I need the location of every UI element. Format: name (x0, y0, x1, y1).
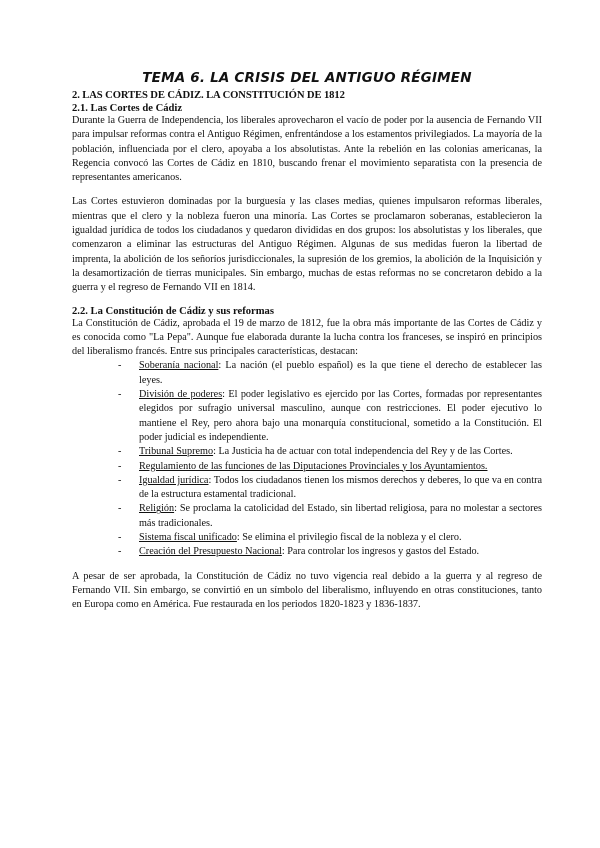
list-dash: - (118, 532, 122, 544)
list-dash: - (118, 460, 122, 472)
feature-text: : La nación (el pueblo español) es la que tiene el derecho de establecer las leyes. (139, 360, 542, 386)
paragraph-constitucion-intro: La Constitución de Cádiz, aprobada el 19 de marzo de 1812, fue la obra más importante de las Cortes de Cádiz y es conocida como "La Pepa". Aunque fue elaborada durante la lucha contra los franceses, se inspiró en principios del liberalismo francés. Entre sus principales características, destacan: (72, 317, 542, 358)
list-dash: - (118, 446, 122, 458)
paragraph-cortes-2: Las Cortes estuvieron dominadas por la burguesía y las clases medias, quienes impulsaron reformas liberales, mientras que el clero y la nobleza fueron una minoría. Las Cortes se proclamaron soberanas, establecieron la igualdad jurídica de todos los ciudadanos y quedaron divididas en dos grupos: los absolutistas y los liberales, que comenzaron a eliminar las estructuras del Antiguo Régimen. Algunas de sus medidas fueron la libertad de imprenta, la abolición de los señoríos jurisdiccionales, la supresión de los gremios, la abolición de la Inquisición y la desamortización de tierras municipales. Sin embargo, muchas de estas reformas no se concretaron debido a la guerra y el regreso de Fernando VII en 1814. (72, 196, 542, 294)
section-heading: 2. LAS CORTES DE CÁDIZ. LA CONSTITUCIÓN DE 1812 (72, 90, 345, 101)
paragraph-constitucion-closing: A pesar de ser aprobada, la Constitución de Cádiz no tuvo vigencia real debido a la guerra y al regreso de Fernando VII. Sin embargo, se convirtió en un símbolo del liberalismo, influyendo en otras constituciones, tanto en Europa como en América. Fue restaurada en los periodos 1820-1823 y 1836-1837. (72, 570, 542, 611)
list-item (118, 474, 542, 503)
list-item (118, 460, 542, 474)
feature-term: Sistema fiscal unificado (139, 532, 237, 544)
features-list (72, 359, 542, 559)
list-item (118, 545, 542, 559)
feature-term: División de poderes (139, 389, 223, 401)
list-item (118, 531, 542, 545)
list-item (118, 502, 542, 531)
subsection-heading-constitucion: 2.2. La Constitución de Cádiz y sus reformas (72, 305, 274, 317)
feature-term: Creación del Presupuesto Nacional (139, 546, 282, 558)
paragraph-gap (72, 185, 542, 195)
list-item (118, 388, 542, 445)
feature-text: : Para controlar los ingresos y gastos del Estado. (281, 546, 480, 558)
list-dash: - (118, 474, 122, 486)
feature-term: Igualdad jurídica (139, 474, 209, 486)
list-dash: - (118, 503, 122, 515)
feature-text: : Se elimina el privilegio fiscal de la nobleza y el clero. (236, 532, 462, 544)
feature-text: : La Justicia ha de actuar con total independencia del Rey y de las Cortes. (213, 446, 513, 458)
feature-term: Religión (139, 503, 175, 515)
list-dash: - (118, 360, 122, 372)
list-item (118, 359, 542, 388)
list-dash: - (118, 389, 122, 401)
list-item (118, 445, 542, 459)
paragraph-gap (72, 560, 542, 570)
feature-term: Soberanía nacional (139, 360, 219, 372)
feature-text: : Todos los ciudadanos tienen los mismos derechos y deberes, lo que va en contra de la estructura estamental tradicional. (139, 474, 542, 501)
feature-text: : El poder legislativo es ejercido por las Cortes, formadas por representantes elegidos por sufragio universal masculino, aunque con restricciones. El poder ejecutivo lo mantiene el Rey, pero ahora bajo una monarquía constitucional, sometido a la Constitución. El poder judicial es independiente. (139, 389, 542, 443)
list-dash: - (118, 546, 122, 558)
document-title: TEMA 6. LA CRISIS DEL ANTIGUO RÉGIMEN (142, 70, 472, 86)
paragraph-gap (72, 296, 542, 306)
subsection-heading-cortes: 2.1. Las Cortes de Cádiz (72, 103, 183, 114)
feature-term: Regulamiento de las funciones de las Diputaciones Provinciales y los Ayuntamientos. (139, 460, 488, 472)
feature-term: Tribunal Supremo (139, 446, 214, 458)
feature-text: : Se proclama la catolicidad del Estado, sin libertad religiosa, para no molestar a sectores más tradicionales. (139, 503, 542, 529)
paragraph-cortes-1: Durante la Guerra de Independencia, los liberales aprovecharon el vacío de poder por la ausencia de Fernando VII para impulsar reformas contra el Antiguo Régimen, enfrentándose a los estamentos privilegiados. La mayoría de la población, influenciada por el clero, apoyaba a los absolutistas. Ante la rebelión en las colonias americanas, la Regencia convocó las Cortes de Cádiz en 1810, buscando frenar el movimiento separatista con la presencia de representantes americanos. (72, 115, 542, 184)
